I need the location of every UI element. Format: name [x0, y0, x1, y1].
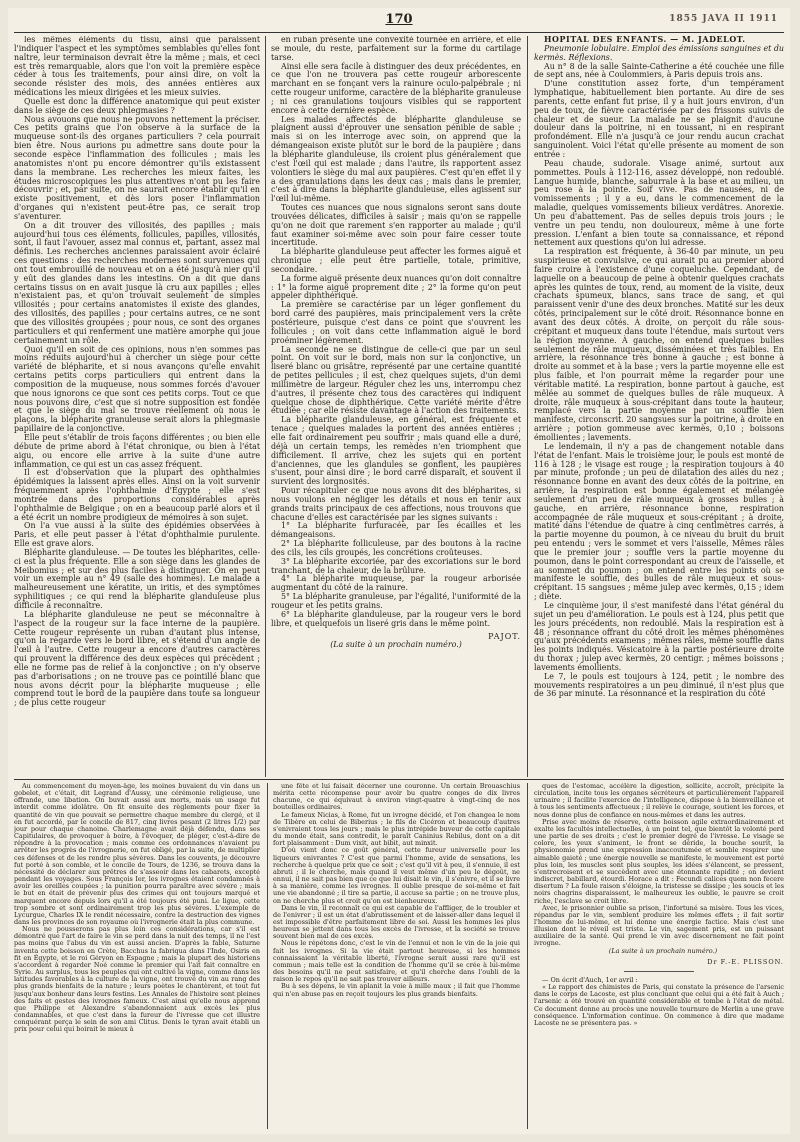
paragraph: Il est d'observation que la plupart des ophthalmies épidémiques la laissent après elles. Ainsi on la voit survenir fréquemment après l'ophthalmie d'Égypte ; elle s'est montrée dans des proportions considérables après l'ophthalmie de Belgique ; on en a beaucoup parlé alors et il a été écrit un nombre prodigieux de mémoires à son sujet. [14, 468, 260, 522]
continued-note: (La suite à un prochain numéro.) [330, 640, 462, 650]
paragraph: 1° La blépharite furfuracée, par les écailles et les démangeaisons. [271, 521, 521, 540]
feuilleton-rule [14, 779, 784, 780]
paragraph: les mêmes éléments du tissu, ainsi que paraissent l'indiquer l'aspect et les symptômes semblables qu'elles font naître, leur terminaison devrait être la même ; mais, et ceci est très remarquable, alors que l'on voit la première espèce céder à tous les traitements, pour ainsi dire, on voit la seconde résister des mois, des années entières aux médications les mieux dirigées et les mieux suivies. [14, 36, 260, 98]
paragraph: Le cinquième jour, il s'est manifesté dans l'état général du sujet un peu d'amélioration. Le pouls est à 124, plus petit que les jours précédents, non redoublé. Mais la respiration est à 48 ; résonnance offrant du côté droit les mêmes phénomènes qu'aux précédents examens ; mêmes râles, même souffle dans les points indiqués. Vésicatoire à la partie postérieure droite du thorax ; julep avec kermès, 20 centigr. ; mêmes boissons ; lavements émollients. [534, 601, 784, 672]
paragraph: Le lendemain, il n'y a pas de changement notable dans l'état de l'enfant. Mais le troisième jour, le pouls est monté de 116 à 128 ; le visage est rouge ; la respiration toujours à 40 par minute, profonde ; un peu de dilatation des ailes du nez ; résonnance bonne en avant des deux côtés de la poitrine, en arrière, la respiration est bonne également et mélangée seulement d'un peu de râle muqueux à grosses bulles ; à gauche, en arrière, résonnance bonne, respiration accompagnée de râle muqueux et sous-crépitant ; à droite, matité dans l'étendue de quatre à cinq centimètres carrés, à la partie moyenne du poumon, à ce niveau du bruit du bruit peu entendu ; vers le sommet et vers l'aisselle, Mêmes râles que le premier jour ; souffle vers la partie moyenne du poumon, dans le point correspondant au creux de l'aisselle, et au sommet du poumon ; on entend entre les points où se manifeste le souffle, des bulles de râle muqueux et sous-crépitant. 15 sangsues ; même julep avec kermès, 0,15 ; idem ; diète. [534, 441, 784, 602]
upper-column-2 [271, 36, 521, 777]
article-signature: PAJOT. [488, 631, 521, 641]
paragraph: Quelle est donc la différence anatomique qui peut exister dans le siège de ces deux phlegmasies ? [14, 96, 260, 115]
paragraph: — On écrit d'Auch, 1er avril : [542, 975, 638, 984]
paragraph: La première se caractérise par un léger gonflement du bord carré des paupières, mais principalement vers la crête postérieure, puisque c'est dans ce point que s'ouvrent les follicules ; on voit dans cette inflammation aiguë le bord proéminer légèrement. [271, 300, 521, 345]
paragraph: Blépharite glanduleuse. — De toutes les blépharites, celle-ci est la plus fréquente. Elle a son siège dans les glandes de Meibomius ; et sur des plus faciles à distinguer. On en peut voir un exemple au n° 49 (salle des hommes). Le malade a malheureusement une kératite, un iritis, et des symptômes syphilitiques ; ce qui rend la blépharite glanduleuse plus difficile à reconnaître. [14, 547, 260, 610]
paragraph: Nous avouons que nous ne pouvons nettement la préciser. Ces petits grains que l'on observe à la surface de la muqueuse sont-ils des organes particuliers ? cela pourrait bien être. Nous aurions pu admettre sans doute pour la seconde espèce l'inflammation des follicules ; mais les anatomistes n'ont pu encore démontrer qu'ils existassent dans la membrane. Les recherches les mieux faites, les études microscopiques les plus attentives n'ont pu les faire découvrir ; et, par suite, on ne saurait encore établir qu'il en existe positivement, et dès lors poser l'inflammation d'organes qui n'existent peut-être pas, ce serait trop s'aventurer. [14, 114, 260, 221]
paragraph: « Le rapport des chimistes de Paris, qui constate la présence de l'arsenic dans le corps de Lacoste, est plus concluant que celui qui a été fait à Auch ; l'arsenic a été trouvé en quantité considérable et tombe à l'état de métal. Ce document donne au procès une nouvelle tournure de Merlin a une grave conséquence. L'information continue. On commence à dire que madame Lacoste ne se présentera pas. » [534, 983, 784, 1027]
feuilleton-column-3-paragraphs [534, 783, 784, 948]
paragraph: D'une constitution assez forte, d'un tempérament lymphatique, habituellement bien portante. Au dire de ses parents, cette enfant fut prise, il y a huit jours environ, d'un peu de toux, de fièvre caractérisée par des frissons suivis de chaleur et de sueur. La malade ne se plaignit d'aucune douleur dans la poitrine, ni en toussant, ni en respirant profondément. Elle n'a jusqu'à ce jour rendu aucun crachat sanguinolent. Voici l'état qu'elle présente au moment de son entrée : [534, 79, 784, 159]
paragraph: Dans le vin, il reconnaît ce qui est capable de l'affliger, de le troubler et de l'enivrer ; il est un état d'abrutissement et de laisser-aller dans lequel il est impossible d'être parfaitement libre de soi. Aussi les hommes les plus heureux se jettent dans tous les excès de l'ivresse, et la société se trouve souvent bien mal de ces excès. [273, 903, 520, 941]
paragraph: Nous le répétons donc, c'est le vin de l'ennui et non le vin de la joie qui fait les ivrognes. Si la vie était partout heureuse, si les hommes connaissaient la véritable liberté, l'ivrogne serait aussi rare qu'il est commun ; mais telle est la condition de l'homme qu'il se crée à lui-même des besoins qu'il ne peut satisfaire, et qu'il cherche dans l'oubli de la raison le repos qu'il ne sait pas trouver ailleurs. [273, 939, 520, 984]
feuilleton-column-3 [534, 783, 784, 1129]
separator [624, 971, 694, 972]
news-item [534, 977, 784, 1027]
paragraph: D'où vient donc ce goût général, cette fureur universelle pour les liqueurs enivrantes ? C'est que parmi l'homme, avide de sensations, les recherche à quelque prix que ce soit ; c'est qu'il vit à peu, il s'ennuie, il est abruti ; il le cherche, mais quand il veut même d'un peu le dégoût, ne ennui, il ne sait pas bien que ce que lui disait le vin, il s'enivre, et il se livre à sa manière, comme les ivrognes. Il oublie presque de soi-même et fait une vie abandonné ; il tire sa partie, il accuse sa partie ; on ne trouve plus, on ne cherche plus et croit qu'on est bienheureux. [273, 846, 520, 905]
paragraph: Quoi qu'il en soit de ces opinions, nous n'en sommes pas moins réduits aujourd'hui à chercher un siège pour cette variété de blépharite, et si nous avançons qu'elle envahit certains petits corps particuliers qui entrent dans la composition de la muqueuse, nous sommes forcés d'avouer que nous ignorons ce que sont ces petits corps. Tout ce que nous pouvons dire, c'est que si notre supposition est fondée et que le siège du mal se trouve réellement où nous le plaçons, la blépharite granuleuse serait alors la phlegmasie papillaire de la conjonctive. [14, 344, 260, 434]
feuilleton-signature: Dr F.-E. PLISSON. [707, 957, 784, 966]
paragraph: La forme aiguë présente deux nuances qu'on doit connaître : 1° la forme aiguë proprement dite ; 2° la forme qu'on peut appeler diphthérique. [271, 273, 521, 301]
continued-note: (La suite à un prochain numéro.) [608, 946, 718, 955]
column-rule [527, 783, 528, 1129]
feuilleton-column-2 [273, 783, 520, 1129]
article-heading: HOPITAL DES ENFANTS. — M. JADELOT. [544, 36, 746, 44]
column-rule [265, 36, 266, 777]
paragraph: Bu à ses dépens, le vin aplanit la voie à mille maux ; il fait que l'homme qui n'en abuse pas en reçoit toujours les plus grands bienfaits. [273, 982, 520, 998]
paragraph: Avec, le prisonnier oublie sa prison, l'infortuné sa misère. Tous les vices, répandus par le vin, semblent produire les mêmes effets ; il fait sortir l'homme de lui-même, et lui donne une énergie factice. Mais c'est une illusion dont le réveil est triste. Le vin, sagement pris, est un puissant auxiliaire de la santé. Qui prend le vin avec discernement ne fait point ivrogne. [534, 903, 784, 948]
newspaper-page [8, 8, 790, 1134]
column-3-paragraphs [534, 63, 784, 700]
upper-section [14, 36, 784, 777]
paragraph: Pour récapituler ce que nous avons dit des blépharites, si nous voulons en négliger les détails et nous en tenir aux grands traits principaux de ces affections, nous trouvons que chacune d'elles est caractérisée par les signes suivants : [271, 486, 521, 522]
paragraph: Au commencement du moyen-âge, les moines buvaient du vin dans un gobelet, et c'était, dit Legrand d'Aussy, une cérémonie religieuse, une offrande, une libation. On buvait aussi aux morts, mais un usage fut interdit comme idolâtre. On fit ensuite des règlements pour fixer la quantité de vin que pouvait se permettre chaque membre du clergé, et il en fut accordé, par le concile de 817, cinq livres pesant (2 litres 1/2) par jour pour chaque chanoine. Charlemagne avait déjà défendu, dans ses Capitulaires, de provoquer à boire, à l'évoquer, de pléger, c'est-à-dire de répondre à la provocation ; mais comme ces ordonnances n'avaient pu arrêter les progrès de l'ivrognerie, on fut obligé, par la suite, de multiplier ces défenses et de les rendre plus sévères. Dans les couvents, je découvre fut porté à son comble, et le concile de Tours, de 1236, se trouva dans la nécessité de déclarer aux prêtres de s'asseoir dans les cabarets, excepté pendant les voyages. Sous François Ier, les ivrognes étaient condamnés à avoir les oreilles coupées ; la punition pourra paraître avec sévère ; mais le but en était de prévenir plus des crimes qui ont toujours marqué et marquent encore depuis lors qu'il a été toujours été puni. Le ligue, cette trop sombre et sont ordinairement trop les plus sévères. L'exemple de Lycurgue, Charles IX le rendit nécessaire, contre la destruction des vignes dans les provinces de son royaume où l'ivrognerie était la plus commune. [14, 783, 260, 926]
paragraph: Le 7, le pouls est toujours à 124, petit ; le nombre des mouvements respiratoires a un peu diminué, il n'est plus que de 36 par minute. La résonnance et la respiration du côté [534, 671, 784, 699]
paragraph: 2° La blépharite folliculeuse, par des boutons à la racine des cils, les cils groupés, les concrétions croûteuses. [271, 539, 521, 557]
top-rule [14, 32, 784, 33]
paragraph: Les malades affectés de blépharite glanduleuse se plaignent aussi d'éprouver une sensation pénible de sable ; mais si on les interroge avec soin, on apprend que la démangeaison existe plutôt sur le bord de la paupière ; dans la blépharite glanduleuse, ils croient plus généralement que c'est l'œil qui est malade ; dans l'autre, ils rapportent assez volontiers le siège du mal aux paupières. C'est qu'en effet il y a des granulations dans les deux cas ; mais dans le premier, c'est à dire dans la blépharite glanduleuse, elles agissent sur l'œil lui-même. [271, 114, 521, 204]
paragraph: Au n° 8 de la salle Sainte-Catherine a été couchée une fille de sept ans, née à Coulommiers, à Paris depuis trois ans. [534, 61, 784, 80]
paragraph: 6° La blépharite glanduleuse, par la rougeur vers le bord libre, et quelquefois un liseré gris dans le même point. [271, 609, 521, 628]
column-rule [527, 36, 528, 777]
paragraph: Prise avec moins de réserve, cette boisson agile extraordinairement et exalte les facultés intellectuelles, à un point tel, que bientôt la volonté perd une partie de ses droits ; c'est le premier degré de l'ivresse. Le visage se colore, les yeux s'animent, le front se déride, la bouche sourit, la physionomie prend une expression inaccoutumée et semble respirer une aimable gaieté ; une énergie nouvelle se manifeste, le mouvement est porté plus loin, les muscles sont plus souples, les idées s'élancent, se pressent, s'entrecroisent et se succèdent avec une étonnante rapidité ; on devient indiscret, babillard, étourdi. Horace a dit : Fecundi calices quem non fecere disertum ? La foule raison s'éloigne, la tristesse se dissipe ; les soucis et les noirs chagrins disparaissent, le malheureux les oublie, le pauvre se croit riche, l'esclave se croit libre. [534, 817, 784, 905]
article-subtitle: Pneumonie lobulaire. Emploi des émissions sanguines et du kermès. Réflexions. [534, 43, 784, 62]
page-number: 170 [385, 12, 413, 27]
paragraph: La seconde ne se distingue de celle-ci que par un seul point. On voit sur le bord, mais non sur la conjonctive, un liseré blanc ou grisâtre, représenté par une certaine quantité de petites pellicules ; il est, chez quelques sujets, d'un demi millimètre de largeur. Réguler chez les uns, interrompu chez d'autres, il présente chez tous des caractères qui indiquent quelque chose de diphthérique. Cette variété mérite d'être étudiée ; car elle résiste davantage à l'action des traitements. [271, 344, 521, 416]
paragraph: Ainsi elle sera facile à distinguer des deux précédentes, en ce que l'on ne trouvera pas cette rougeur arborescente marchant en se fonçant vers la rainure oculo-palpébrale ; ni cette rougeur uniforme, caractère de la blépharite granuleuse ; ni ces granulations toujours visibles qui se rapportent encore à cette dernière espèce. [271, 61, 521, 115]
paragraph: La respiration est fréquente, à 36-40 par minute, un peu suspirieuse et convulsive, ce qui aurait pu au premier abord faire croire à l'existence d'une coqueluche. Cependant, de laquelle on a beaucoup de peine à obtenir quelques crachats après les quintes de toux, rend, au moment de la visite, deux crachats spumeux, blancs, sans trace de sang, et qui paraissent venir d'une des deux bronches. Matité sur les deux côtés, principalement sur le côté droit. Résonnance bonne en avant des deux côtés. À droite, on perçoit du râle sous-crépitant et muqueux dans toute l'étendue, mais surtout vers la région moyenne. À gauche, on entend quelques bulles seulement de râle muqueux, disséminées et très faibles. En arrière, la résonnance très bonne à gauche ; est bonne à droite au sommet et à la base ; vers la partie moyenne elle est plus faible, et l'on pourrait même la regarder pour une véritable matité. La respiration, bonne partout à gauche, est mêlée au sommet de quelques bulles de râle muqueux. À droite, râle muqueux à sous-crépitant dans toute la hauteur, remplacé vers la partie moyenne par un souffle bien manifeste, circonscrit. 20 sangsues sur la poitrine, à droite en arrière ; potion gommeuse avec kermès, 0,10 ; boissons émollientes ; lavements. [534, 247, 784, 442]
paragraph: Toutes ces nuances que nous signalons seront sans doute trouvées délicates, difficiles à saisir ; mais qu'on se rappelle qu'on ne doit que rarement s'en rapporter au malade ; qu'il faut examiner soi-même avec soin pour faire cesser toute incertitude. [271, 203, 521, 248]
paragraph: Elle peut s'établir de trois façons différentes ; ou bien elle débute de prime abord à l'état chronique, ou bien à l'état aigu, ou encore elle arrive à la suite d'une autre inflammation, ce qui est un cas assez fréquent. [14, 432, 260, 469]
paragraph: On a dit trouver des villosités, des papilles ; mais aujourd'hui tous ces éléments, follicules, papilles, villosités, sont, il faut l'avouer, assez mal connus et, partant, assez mal définis. Les recherches anciennes paraissaient avoir éclairé ces questions : des recherches modernes sont survenues qui ont tout embrouillé de nouveau et on a été jusqu'à nier qu'il y eût des glandes dans les intestins. On a dit que dans certains tissus on en avait jusque là cru aux papilles ; elles n'existaient pas, et qu'on trouvait seulement de simples villosités ; pour certains anatomistes il existe des glandes, des villosités, des papilles ; pour certains autres, ce ne sont que des villosités groupées ; pour nous, ce sont des organes particuliers et qui renferment une matière amorphe qui joue certainement un rôle. [14, 220, 260, 345]
paragraph: Nous ne pousserons pas plus loin ces considérations, car s'il est démontré que l'art de faire le vin se perd dans la nuit des temps, il ne l'est pas moins que l'abus du vin est aussi ancien. D'après la fable, Saturne inventa cette boisson en Crète, Bacchus la fabriqua dans l'Inde, Osiris en fit en Égypte, et le roi Géryon en Espagne ; mais la plupart des historiens s'accordent à regarder Noé comme le premier qui l'ait fait connaître en Syrie. Au surplus, tous les peuples qui ont cultivé la vigne, comme dans les latitudes favorables à la culture de la vigne, ont trouvé du vin au rang des plus grands bienfaits de la nature ; leurs poètes le chantèrent, et tout fut jusqu'aux bonheur dans leurs festins. Les Annales de l'histoire sont pleines des faits et gestes des ivrognes fameux. C'est ainsi qu'elle nous apprend que Philippe et Alexandre s'abandonnaient aux excès les plus condamnables, et que c'est dans la fureur de l'ivresse que cet illustre conquérant perça le sein de son ami Clitus. Denis le tyran avait établi un prix pour celui qui boirait le mieux à [14, 925, 260, 1034]
upper-column-3 [534, 36, 784, 777]
paragraph: en ruban présente une convexité tournée en arrière, et elle se moule, du reste, parfaitement sur la forme du cartilage tarse. [271, 36, 521, 62]
column-rule [267, 783, 268, 1129]
paragraph: La blépharite glanduleuse, en général, est fréquente et tenace ; quelques malades la portent des années entières ; elle fait ordinairement peu souffrir ; mais quand elle a duré, déjà un certain temps, les remèdes n'en triomphent que difficilement. Il arrive, chez les sujets qui en portent d'anciennes, que les glandules se gonflent, les paupières s'usent, pour ainsi dire ; le bord carré disparaît, et souvent il survient des lorgnosités. [271, 415, 521, 487]
paragraph: une fête et lui faisait décerner une couronne. Un certain Brouaschius mérita cette récompense pour avoir bu quatre conges de dix livres chacune, ce qui équivaut à environ vingt-quatre à vingt-cinq de nos bouteilles ordinaires. [273, 783, 520, 812]
paragraph: 3° La blépharite excoriée, par des excoriations sur le bord tranchant, de la chaleur, de la brûlure. [271, 556, 521, 575]
feuilleton-section [14, 783, 784, 1129]
paragraph: ques de l'estomac, accélère la digestion, sollicite, accroît, précipite la circulation, incite tous les organes sécréteurs et particulièrement l'appareil urinaire ; il facilite l'exercice de l'intelligence, dispose à la bienveillance et à tous les sentiments affectueux ; il relève le courage, soutient les forces, et nous donne plus de confiance en nous-mêmes et dans les autres. [534, 783, 784, 819]
paragraph: On l'a vue aussi à la suite des épidémies observées à Paris, et elle peut passer à l'état d'ophthalmie purulente. Elle est grave alors. [14, 521, 260, 549]
paragraph: 5° La blépharite granuleuse, par l'égalité, l'uniformité de la rougeur et les petits grains. [271, 592, 521, 610]
paragraph: La blépharite glanduleuse peut affecter les formes aiguë et chronique ; elle peut être partielle, totale, primitive, secondaire. [271, 247, 521, 274]
paragraph: La blépharite glanduleuse ne peut se méconnaître à l'aspect de la rougeur sur la face interne de la paupière. Cette rougeur représente un ruban d'autant plus intense, qu'on la regarde vers le bord libre, et s'étend d'un angle de l'œil à l'autre. Cette rougeur a encore d'autres caractères qui prouvent la différence des deux espèces qui précèdent ; elle ne forme pas de relief à la conjonctive ; on n'y observe pas d'arborisations ; on ne trouve pas ce pointillé blanc que nous avons décrit pour la blépharite muqueuse ; elle comprend tout le bord de la paupière dans toute sa longueur ; de plus cette rougeur [14, 609, 260, 708]
feuilleton-column-1 [14, 783, 260, 1129]
upper-column-1 [14, 36, 260, 777]
page-header [8, 12, 790, 27]
column-2-paragraphs [271, 36, 521, 629]
paragraph: Le fameux Nicias, à Rome, fut un ivrogne décidé, et l'on changea le nom de Tibère en celui de Biberius ; le fils de Cicéron et beaucoup d'autres s'enivraient tous les jours ; mais le plus intrépide buveur de cette capitale du monde était, sans contredit, le paraît Caninius Rebilus, dont on a dit fort plaisamment : Dum vixit, aut bibit, aut minxit. [273, 810, 520, 848]
paragraph: Peau chaude, sudorale. Visage animé, surtout aux pommettes. Pouls à 112-116, assez développé, non redoublé. Langue humide, blanche, saburrale à la base et au milieu, un peu rose à la pointe. Soif vive. Pas de nausées, ni de vomissements ; il y a eu, dans le commencement de la maladie, quelques vomissements bilieux verdâtres. Anorexie. Un peu d'abattement. Pas de selles depuis trois jours ; le ventre un peu tendu, non douloureux, même à une forte pression. L'enfant a bien toute sa connaissance, et répond nettement aux questions qu'on lui adresse. [534, 158, 784, 248]
corner-mark: 1855 JAVA II 1911 [669, 14, 778, 24]
paragraph: 4° La blépharite muqueuse, par la rougeur arborisée augmentant du côté de la rainure. [271, 574, 521, 593]
